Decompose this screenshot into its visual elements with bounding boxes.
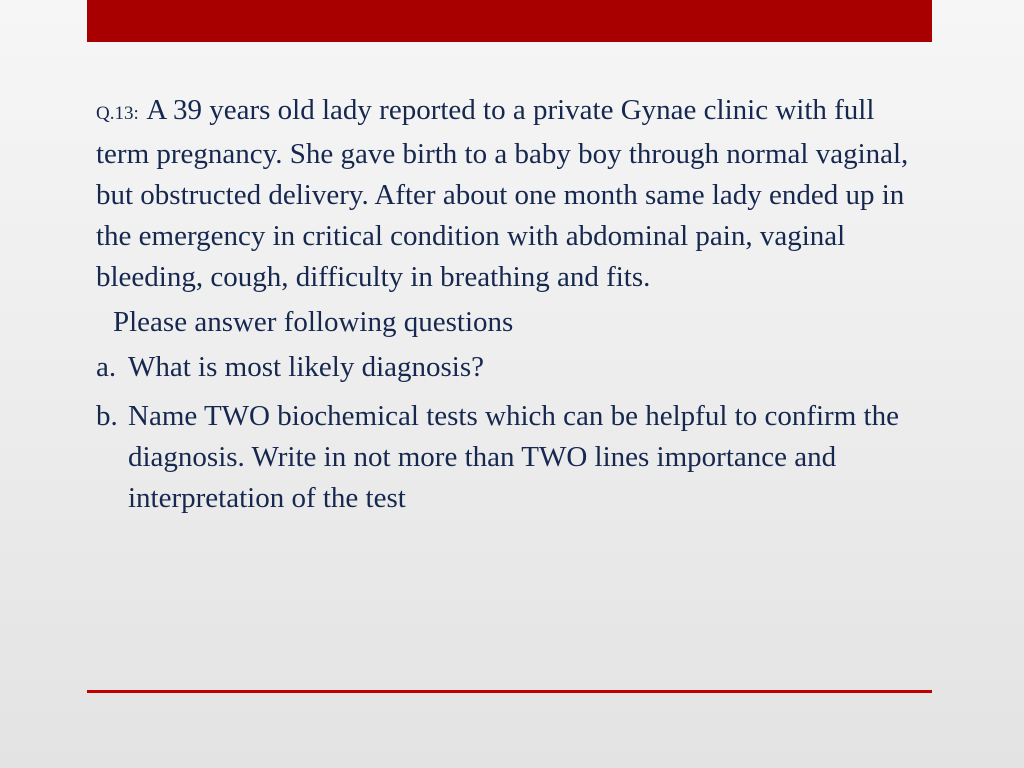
question-paragraph [96, 90, 926, 298]
question-item-a [96, 347, 926, 388]
footer-divider [87, 690, 932, 693]
item-marker: b. [96, 400, 118, 432]
question-number: Q.13: [96, 103, 139, 124]
item-text: What is most likely diagnosis? [128, 351, 485, 383]
item-marker: a. [96, 351, 117, 383]
answer-prompt: Please answer following questions [113, 306, 514, 338]
slide-content [96, 90, 926, 527]
question-text: A 39 years old lady reported to a private Gynae clinic with full term pregnancy. She gave birth to a baby boy through normal vaginal, but obstructed delivery. After about one month same lady ended up in the emergency in critical condition with abdominal pain, vaginal bleeding, cough, difficulty in breathing and fits. [96, 94, 909, 293]
item-text: Name TWO biochemical tests which can be helpful to confirm the diagnosis. Write in not more than TWO lines importance and interpretation of the test [128, 400, 899, 514]
question-item-b [96, 396, 926, 519]
header-accent-bar [87, 0, 932, 42]
question-list [96, 347, 926, 519]
